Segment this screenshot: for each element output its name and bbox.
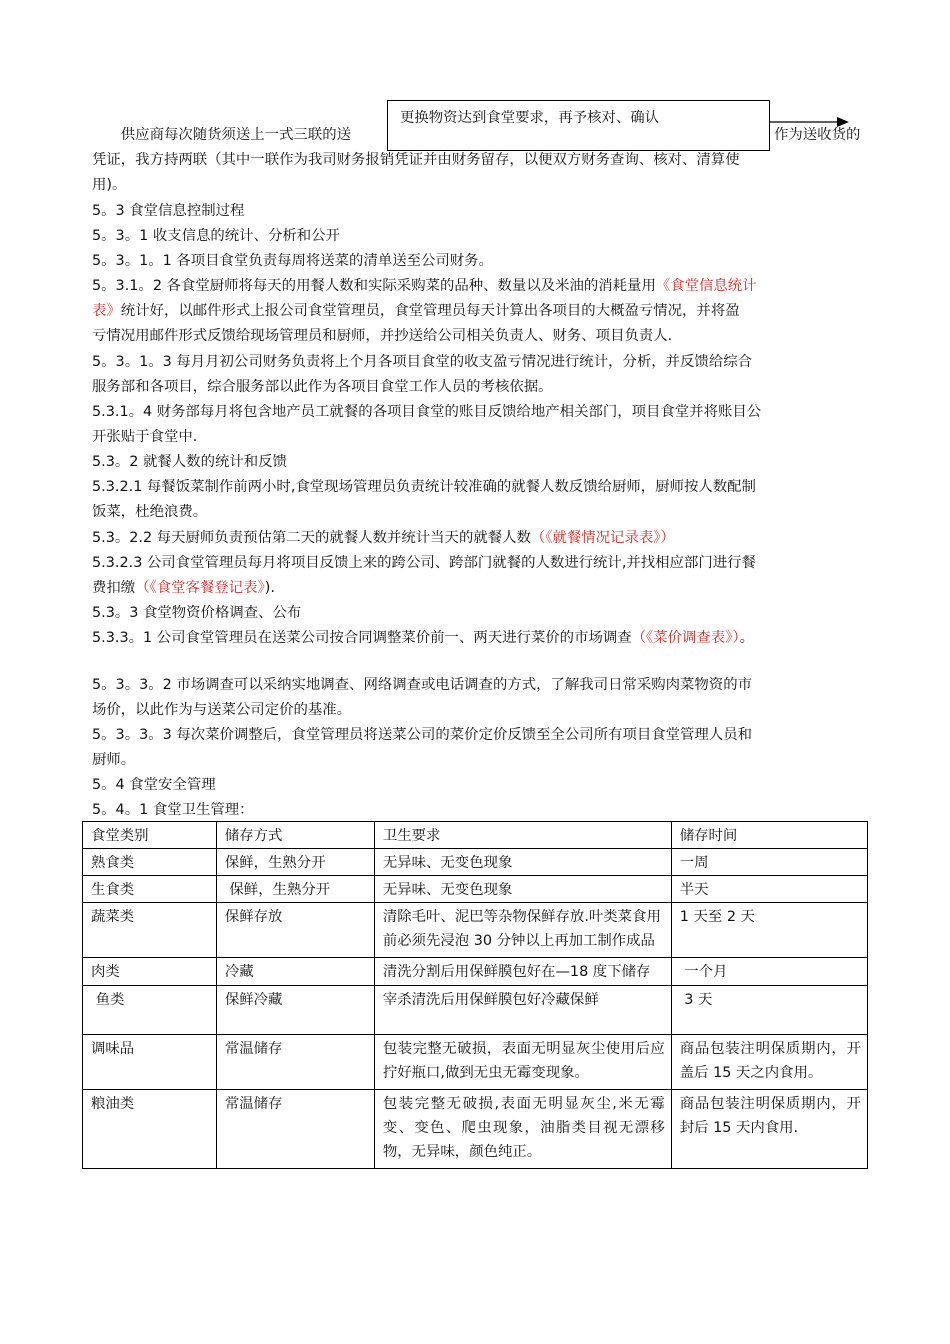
- table-cell: 生食类: [83, 876, 217, 903]
- text-run: 用)。: [92, 177, 127, 193]
- paragraph-line: [92, 673, 872, 697]
- table-cell: 商品包装注明保质期内，开封后 15 天内食用.: [671, 1090, 867, 1169]
- table-cell: 保鲜，生熟分开: [216, 876, 374, 903]
- table-cell: 保鲜存放: [216, 903, 374, 958]
- table-cell: 肉类: [83, 958, 217, 986]
- table-row: [83, 958, 868, 986]
- table-cell: 半天: [671, 876, 867, 903]
- text-run: 。: [739, 630, 754, 646]
- table-header-row: [83, 822, 868, 849]
- table-cell: 冷藏: [216, 958, 374, 986]
- section-heading: [92, 450, 872, 474]
- table-cell: 包装完整无破损，表面无明显灰尘使用后应拧好瓶口,做到无虫无霉变现象。: [374, 1035, 671, 1090]
- paragraph-line: [92, 148, 872, 172]
- paragraph-line: [92, 299, 872, 323]
- text-run: 5。3 食堂信息控制过程: [92, 203, 245, 219]
- table-cell: 调味品: [83, 1035, 217, 1090]
- paragraph-line: [92, 274, 872, 298]
- text-run: 费扣缴: [92, 580, 136, 596]
- paragraph-line: [92, 475, 872, 499]
- callout-text: 更换物资达到食堂要求，再予核对、确认: [400, 110, 660, 126]
- table-cell: 无异味、无变色现象: [374, 849, 671, 876]
- paragraph-line: [92, 249, 872, 273]
- paragraph-line: [92, 425, 872, 449]
- section-heading: [92, 773, 872, 797]
- form-reference: （《食堂客餐登记表》: [135, 580, 265, 596]
- text-run: 开张贴于食堂中.: [92, 429, 198, 445]
- table-cell: 商品包装注明保质期内，开盖后 15 天之内食用。: [671, 1035, 867, 1090]
- table-header-cell: 食堂类别: [83, 822, 217, 849]
- section-heading: [92, 224, 872, 248]
- table-row: [83, 986, 868, 1035]
- text-run: 5。4 食堂安全管理: [92, 777, 216, 793]
- text-run: 厨师。: [92, 752, 136, 768]
- form-reference: （《就餐情况记录表》）: [530, 530, 675, 546]
- table-row: [83, 849, 868, 876]
- paragraph-line: [92, 173, 872, 197]
- table-header-cell: 卫生要求: [374, 822, 671, 849]
- text-run: 饭菜，杜绝浪费。: [92, 504, 208, 520]
- text-run: 5。3。1。3 每月月初公司财务负责将上个月各项目食堂的收支盈亏情况进行统计，分析，并反馈给综合: [92, 354, 752, 370]
- paragraph-line: [92, 526, 872, 550]
- table-cell: 鱼类: [83, 986, 217, 1035]
- paragraph-line: [92, 698, 872, 722]
- callout-box: [387, 100, 770, 151]
- section-heading: [92, 601, 872, 625]
- form-reference: 《食堂信息统计: [655, 278, 757, 294]
- text-run: 5。3。3。2 市场调查可以采纳实地调查、网络调查或电话调查的方式，了解我司日常采购肉菜物资的市: [92, 677, 752, 693]
- table-cell: 保鲜冷藏: [216, 986, 374, 1035]
- table-cell: 常温储存: [216, 1035, 374, 1090]
- table-header-cell: 储存时间: [671, 822, 867, 849]
- table-cell: 一周: [671, 849, 867, 876]
- table-row: [83, 876, 868, 903]
- text-run: 5。3。1。1 各项目食堂负责每周将送菜的清单送至公司财务。: [92, 253, 493, 269]
- table-cell: 宰杀清洗后用保鲜膜包好冷藏保鲜: [374, 986, 671, 1035]
- paragraph-line: [92, 626, 872, 650]
- text-run: 5.3.2.1 每餐饭菜制作前两小时,食堂现场管理员负责统计较准确的就餐人数反馈给厨师，厨师按人数配制: [92, 479, 756, 495]
- hygiene-table: [82, 821, 868, 1169]
- table-cell: 常温储存: [216, 1090, 374, 1169]
- table-header-cell: 储存方式: [216, 822, 374, 849]
- text-run: 服务部和各项目，综合服务部以此作为各项目食堂工作人员的考核依据。: [92, 379, 553, 395]
- paragraph-line: [92, 400, 872, 424]
- text-run: 5.3.3。1 公司食堂管理员在送菜公司按合同调整菜价前一、两天进行菜价的市场调查: [92, 630, 632, 646]
- table-cell: 1 天至 2 天: [671, 903, 867, 958]
- table-cell: 熟食类: [83, 849, 217, 876]
- table-cell: 清洗分割后用保鲜膜包好在—18 度下储存: [374, 958, 671, 986]
- table-cell: 蔬菜类: [83, 903, 217, 958]
- text-run: 供应商每次随货须送上一式三联的送: [92, 127, 352, 143]
- text-run: 亏情况用邮件形式反馈给现场管理员和厨师，并抄送给公司相关负责人、财务、项目负责人.: [92, 328, 673, 344]
- text-run: 5。4。1 食堂卫生管理：: [92, 802, 254, 818]
- text-run: 5。3.1。2 各食堂厨师将每天的用餐人数和实际采购菜的品种、数量以及米油的消耗量用: [92, 278, 656, 294]
- paragraph-line: [92, 723, 872, 747]
- form-reference: 表》: [92, 303, 121, 319]
- form-reference: （《菜价调查表》）: [631, 630, 740, 646]
- text-run: 5.3.1。4 财务部每月将包含地产员工就餐的各项目食堂的账目反馈给地产相关部门，项目食堂并将账目公: [92, 404, 762, 420]
- table-cell: 一个月: [671, 958, 867, 986]
- section-heading: [92, 798, 872, 822]
- table-cell: 包装完整无破损,表面无明显灰尘,米无霉变、变色、爬虫现象，油脂类目视无漂移物，无异味，颜色纯正。: [374, 1090, 671, 1169]
- text-run: 5.3。3 食堂物资价格调查、公布: [92, 605, 302, 621]
- table-row: [83, 1090, 868, 1169]
- text-run: 凭证，我方持两联（其中一联作为我司财务报销凭证并由财务留存，以便双方财务查询、核对、清算使: [92, 152, 740, 168]
- paragraph-line: [92, 576, 872, 600]
- table-row: [83, 1035, 868, 1090]
- table-cell: 3 天: [671, 986, 867, 1035]
- paragraph-line: [92, 551, 872, 575]
- text-run: 场价，以此作为与送菜公司定价的基准。: [92, 702, 352, 718]
- text-run: 作为送收货的: [774, 127, 861, 143]
- table-cell: 清除毛叶、泥巴等杂物保鲜存放.叶类菜食用前必须先浸泡 30 分钟以上再加工制作成品: [374, 903, 671, 958]
- arrow-right-icon: [769, 110, 849, 130]
- table-cell: 无异味、无变色现象: [374, 876, 671, 903]
- text-run: ).: [264, 580, 275, 596]
- text-run: 5.3。2.2 每天厨师负责预估第二天的就餐人数并统计当天的就餐人数: [92, 530, 531, 546]
- text-run: 5。3。3。3 每次菜价调整后，食堂管理员将送菜公司的菜价定价反馈至全公司所有项目食堂管理人员和: [92, 727, 752, 743]
- paragraph-line: [92, 500, 872, 524]
- paragraph-line: [92, 324, 872, 348]
- table-cell: 粮油类: [83, 1090, 217, 1169]
- text-run: 5.3。2 就餐人数的统计和反馈: [92, 454, 287, 470]
- text-run: 5.3.2.3 公司食堂管理员每月将项目反馈上来的跨公司、跨部门就餐的人数进行统计,并找相应部门进行餐: [92, 555, 756, 571]
- text-run: 统计好，以邮件形式上报公司食堂管理员，食堂管理员每天计算出各项目的大概盈亏情况，并将盈: [120, 303, 740, 319]
- section-heading: [92, 199, 872, 223]
- paragraph-line: [92, 375, 872, 399]
- paragraph-line: [92, 350, 872, 374]
- paragraph-line: [92, 748, 872, 772]
- text-run: 5。3。1 收支信息的统计、分析和公开: [92, 228, 340, 244]
- table-row: [83, 903, 868, 958]
- table-cell: 保鲜，生熟分开: [216, 849, 374, 876]
